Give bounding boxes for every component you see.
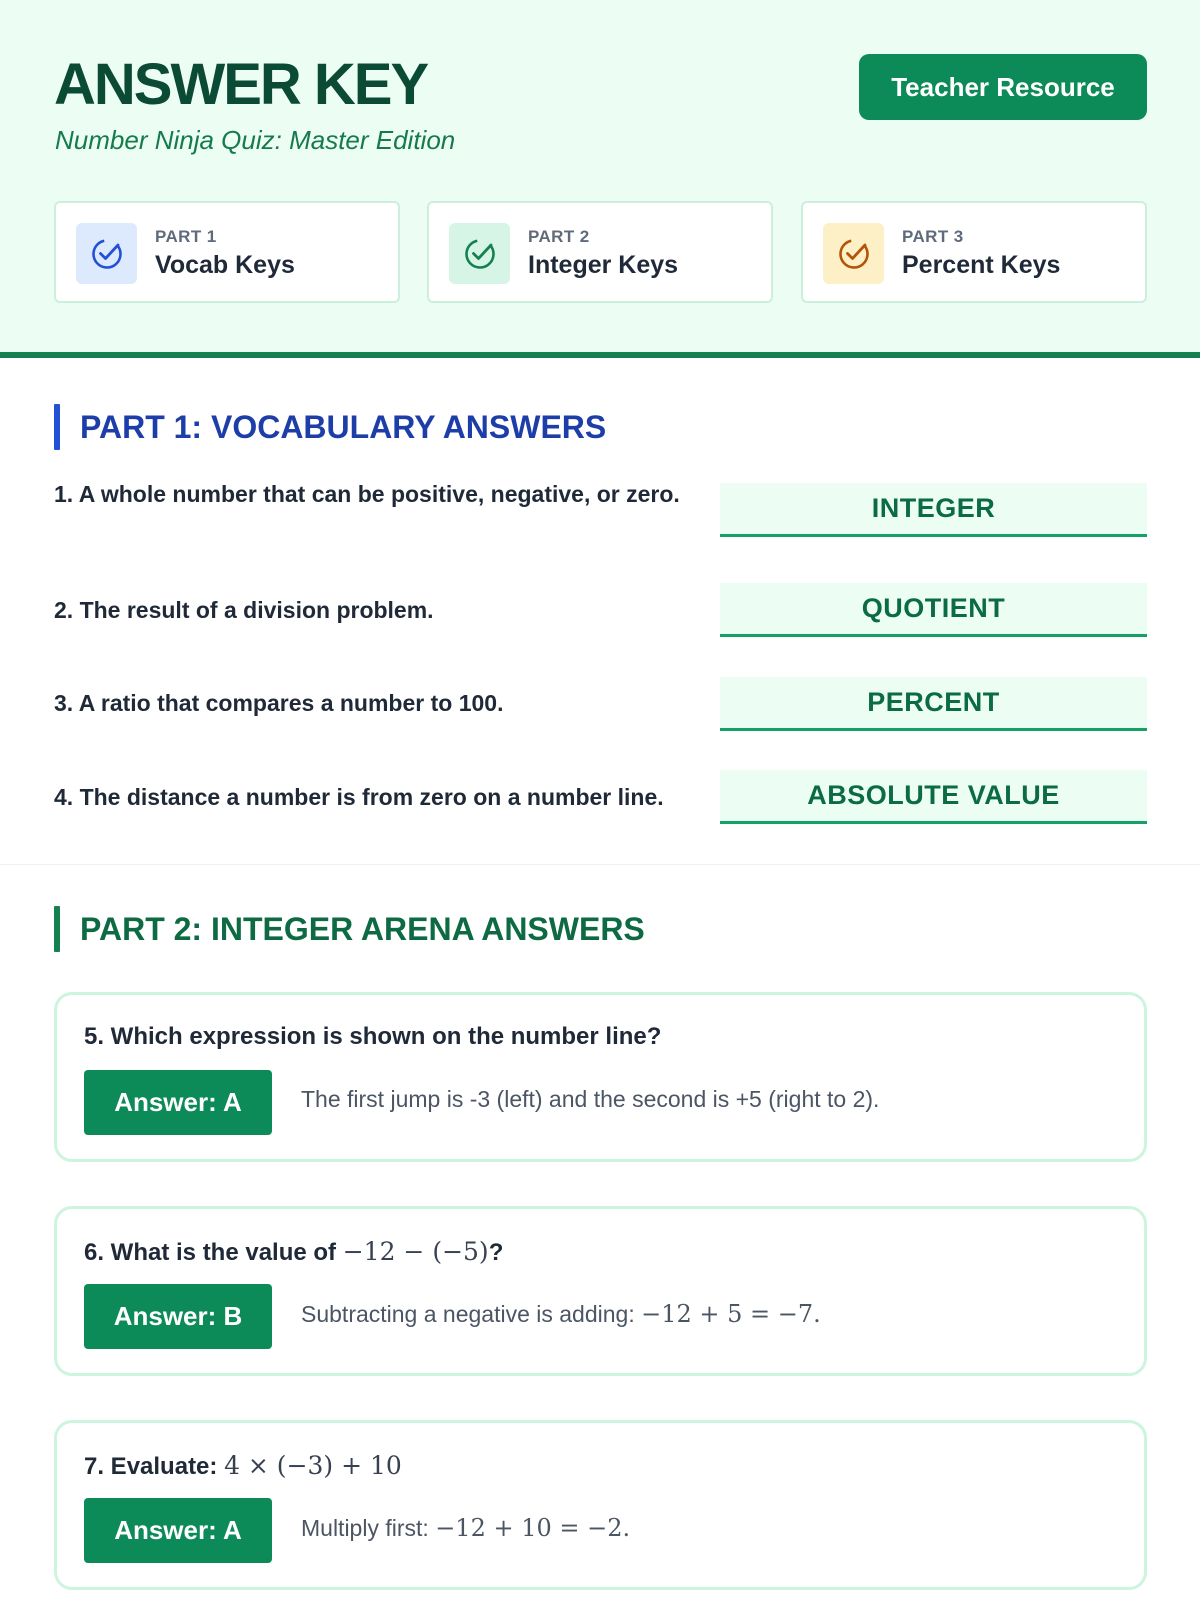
header (0, 0, 1200, 358)
question-prefix: 7. Evaluate: (84, 1453, 225, 1480)
section-title-vocabulary: PART 1: VOCABULARY ANSWERS (54, 404, 606, 450)
part-card-2[interactable] (427, 201, 773, 303)
check-circle-icon (76, 223, 137, 284)
part-label: PART 1 (155, 227, 217, 246)
question-suffix: ? (488, 1239, 504, 1266)
section-divider (0, 864, 1200, 865)
question-prefix: 5. Which expression is shown on the number line? (84, 1023, 662, 1050)
part-card-3[interactable] (801, 201, 1147, 303)
part-label: PART 3 (902, 227, 964, 246)
page-subtitle: Number Ninja Quiz: Master Edition (55, 125, 456, 155)
vocab-answer-3: PERCENT (720, 677, 1147, 731)
part-name: Integer Keys (528, 251, 679, 279)
part-card-1[interactable] (54, 201, 400, 303)
part-name: Percent Keys (902, 251, 1061, 279)
vocab-question-3: 3. A ratio that compares a number to 100. (54, 690, 504, 716)
answer-explanation: The first jump is -3 (left) and the second is +5 (right to 2). (301, 1086, 880, 1112)
teacher-resource-button[interactable]: Teacher Resource (859, 54, 1147, 120)
explanation-text: Multiply first: (301, 1515, 436, 1541)
part-label: PART 2 (528, 227, 590, 246)
answer-explanation (301, 1514, 630, 1542)
check-circle-icon (449, 223, 510, 284)
question-text (84, 1023, 661, 1051)
question-card-7 (54, 1420, 1147, 1590)
explanation-math: −12 + 10 = −2. (435, 1514, 631, 1542)
question-text (84, 1237, 503, 1267)
answer-explanation (301, 1300, 821, 1328)
answer-button[interactable]: Answer: B (84, 1284, 272, 1349)
section-title-integer: PART 2: INTEGER ARENA ANSWERS (54, 906, 645, 952)
vocab-answer-1: INTEGER (720, 483, 1147, 537)
vocab-answer-4: ABSOLUTE VALUE (720, 770, 1147, 824)
question-card-5 (54, 992, 1147, 1162)
vocab-question-2: 2. The result of a division problem. (54, 597, 434, 623)
question-card-6 (54, 1206, 1147, 1376)
question-math: −12 − (−5) (342, 1237, 489, 1266)
question-text (84, 1451, 402, 1481)
explanation-text: Subtracting a negative is adding: (301, 1301, 642, 1327)
vocab-question-1: 1. A whole number that can be positive, negative, or zero. (54, 481, 680, 507)
vocab-question-4: 4. The distance a number is from zero on a number line. (54, 784, 664, 810)
page-title: ANSWER KEY (54, 52, 428, 117)
explanation-math: −12 + 5 = −7. (641, 1300, 821, 1328)
question-math: 4 × (−3) + 10 (224, 1451, 402, 1480)
question-prefix: 6. What is the value of (84, 1239, 343, 1266)
part-name: Vocab Keys (155, 251, 295, 279)
answer-button[interactable]: Answer: A (84, 1498, 272, 1563)
answer-button[interactable]: Answer: A (84, 1070, 272, 1135)
vocab-answer-2: QUOTIENT (720, 583, 1147, 637)
check-circle-icon (823, 223, 884, 284)
